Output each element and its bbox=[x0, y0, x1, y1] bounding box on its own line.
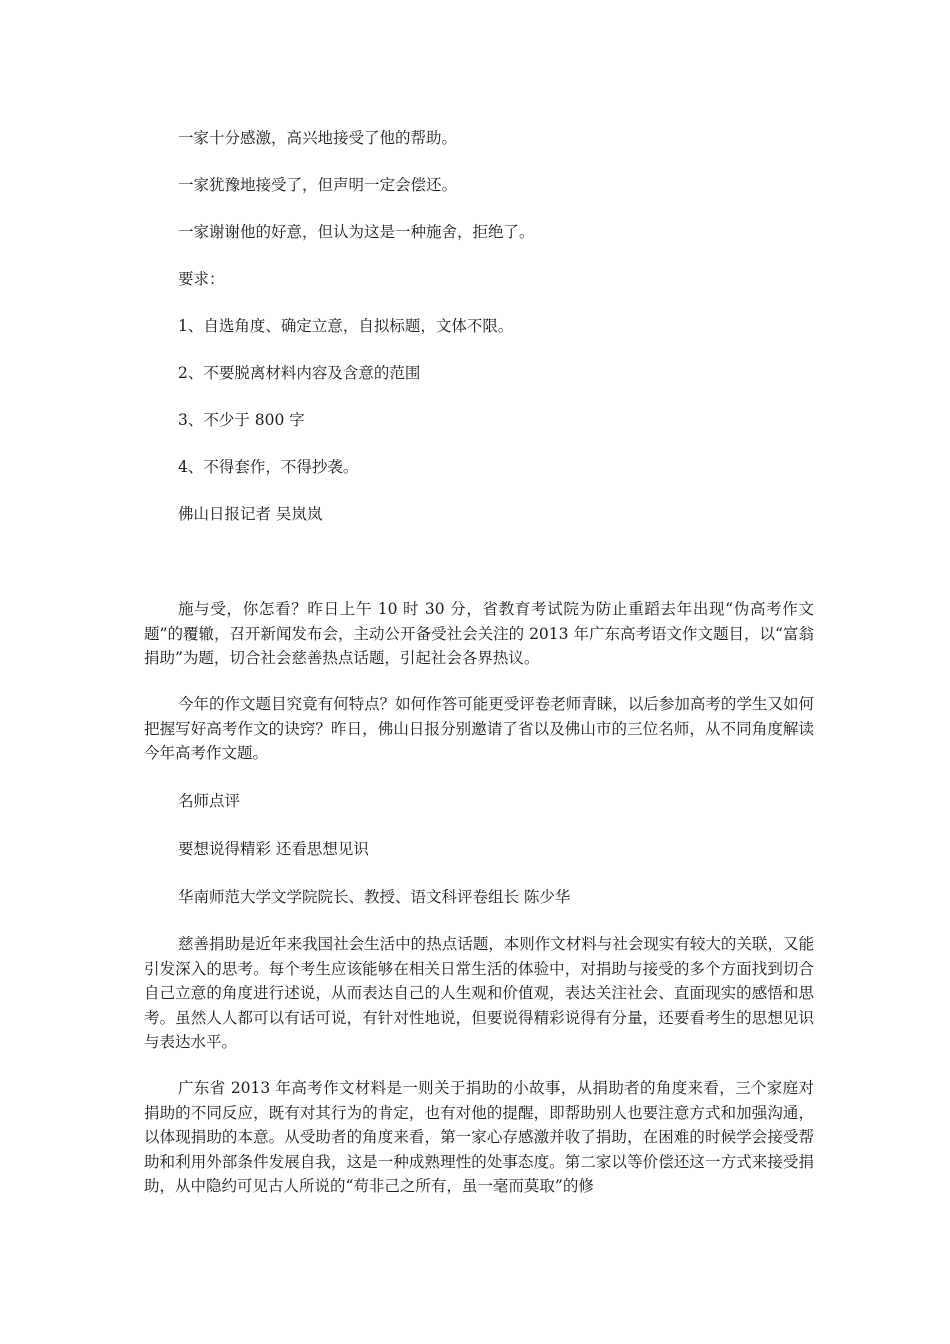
material-line-2: 一家犹豫地接受了，但声明一定会偿还。 bbox=[178, 176, 458, 194]
expert-byline: 华南师范大学文学院院长、教授、语文科评卷组长 陈少华 bbox=[178, 888, 571, 906]
article-paragraph-2: 今年的作文题目究竟有何特点？如何作答可能更受评卷老师青睐，以后参加高考的学生又如何把握写好高考作文的诀窍？昨日，佛山日报分别邀请了省以及佛山市的三位名师，从不同角度解读今年高考作文题。 bbox=[144, 695, 814, 763]
requirement-3: 3、不少于 800 字 bbox=[178, 411, 305, 429]
requirements-heading: 要求： bbox=[178, 270, 225, 288]
requirement-4: 4、不得套作，不得抄袭。 bbox=[178, 458, 359, 476]
section-heading: 名师点评 bbox=[178, 792, 241, 810]
material-line-1: 一家十分感激，高兴地接受了他的帮助。 bbox=[178, 129, 458, 147]
subsection-title: 要想说得精彩 还看思想见识 bbox=[178, 840, 369, 858]
reporter-byline: 佛山日报记者 吴岚岚 bbox=[178, 505, 323, 523]
requirement-1: 1、自选角度、确定立意，自拟标题，文体不限。 bbox=[178, 317, 514, 335]
article-paragraph-1: 施与受，你怎看？昨日上午 10 时 30 分，省教育考试院为防止重蹈去年出现“伪高考作文题”的覆辙，召开新闻发布会，主动公开备受社会关注的 2013 年广东高考语文作文题目，以“富翁捐助”为题，切合社会慈善热点话题，引起社会各界热议。 bbox=[144, 600, 814, 668]
material-line-3: 一家谢谢他的好意，但认为这是一种施舍，拒绝了。 bbox=[178, 223, 535, 241]
article-paragraph-3: 慈善捐助是近年来我国社会生活中的热点话题，本则作文材料与社会现实有较大的关联，又能引发深入的思考。每个考生应该能够在相关日常生活的体验中，对捐助与接受的多个方面找到切合自己立意的角度进行述说，从而表达自己的人生观和价值观，表达关注社会、直面现实的感悟和思考。虽然人人都可以有话可说，有针对性地说，但要说得精彩说得有分量，还要看考生的思想见识与表达水平。 bbox=[144, 935, 814, 1052]
article-paragraph-4: 广东省 2013 年高考作文材料是一则关于捐助的小故事，从捐助者的角度来看，三个家庭对捐助的不同反应，既有对其行为的肯定，也有对他的提醒，即帮助别人也要注意方式和加强沟通，以体现捐助的本意。从受助者的角度来看，第一家心存感激并收了捐助，在困难的时候学会接受帮助和利用外部条件发展自我，这是一种成熟理性的处事态度。第二家以等价偿还这一方式来接受捐助，从中隐约可见古人所说的“苟非己之所有，虽一毫而莫取”的修 bbox=[144, 1079, 814, 1196]
requirement-2: 2、不要脱离材料内容及含意的范围 bbox=[178, 364, 421, 382]
